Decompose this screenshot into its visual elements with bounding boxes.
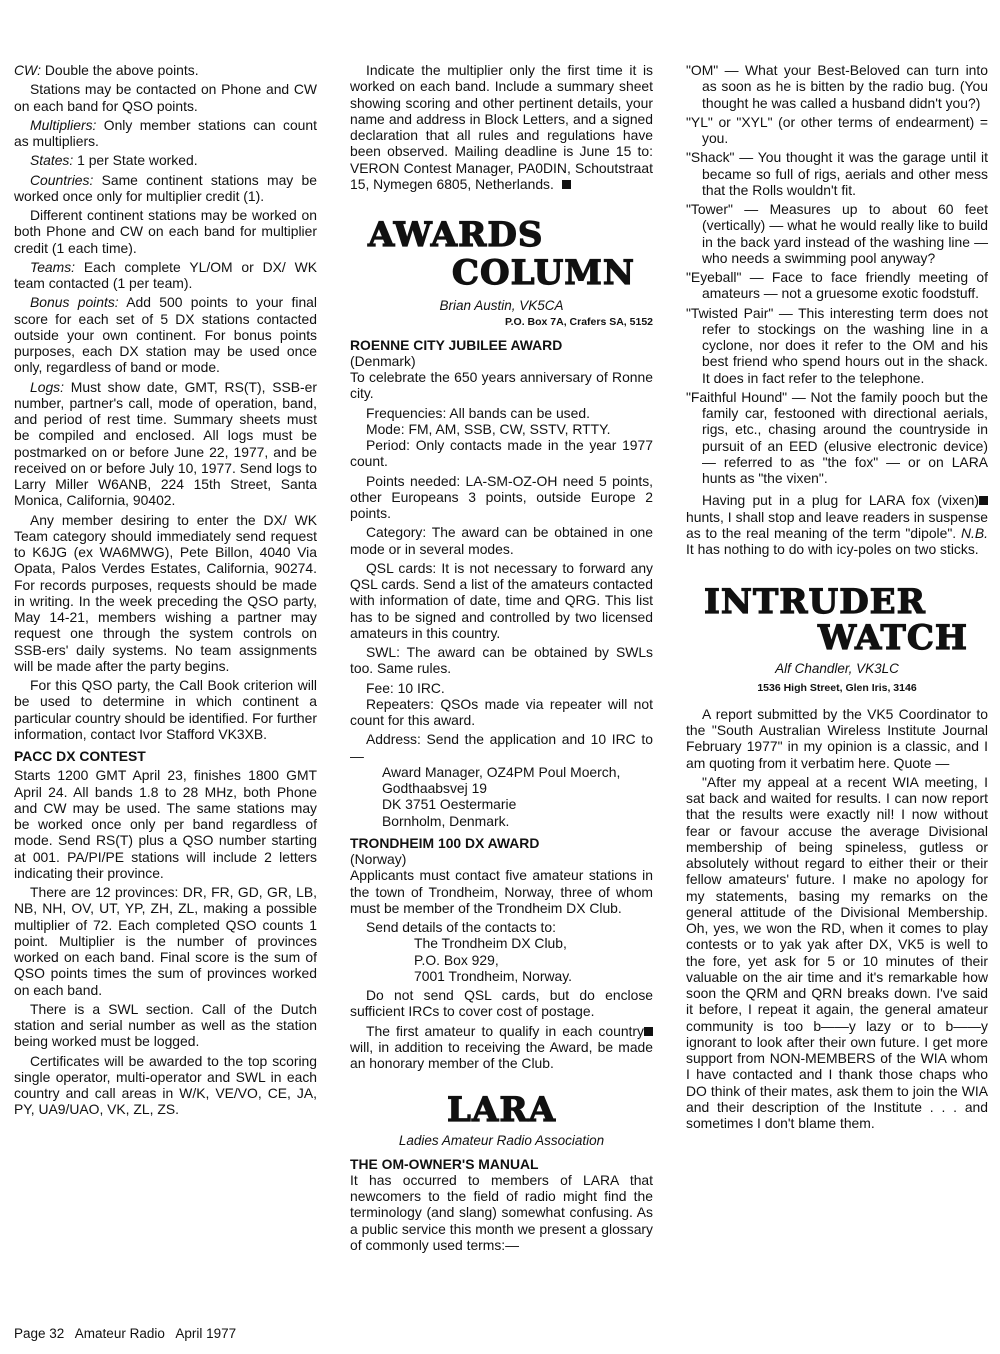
lara-header <box>350 1090 653 1149</box>
address-line: 7001 Trondheim, Norway. <box>414 967 573 984</box>
intruder-watch-header <box>686 582 988 696</box>
paragraph: Send details of the contacts to: <box>366 919 556 935</box>
bonus-text: Add 500 points to your final score for each set of 5 DX stations contacted outside your own continent. For bonus points purposes, each DX station may be used once only, regardless of band or mode. <box>14 294 317 376</box>
address-line: Award Manager, OZ4PM Poul Moerch, <box>382 763 621 780</box>
states-text: 1 per State worked. <box>73 152 198 169</box>
paragraph: Do not send QSL cards, but do enclose sufficient IRCs to cover cost of postage. <box>350 987 653 1020</box>
glossary-entry: "YL" or "XYL" (or other terms of endearment) = you. <box>686 113 988 146</box>
paragraph: "After my appeal at a recent WIA meeting, I sat back and waited for results. I can now report that the results were exactly nil! I now without fear or favour accuse the average Divisional membership of being spineless, gutless or absolutely without regard to either their or their fellow amateurs' future. I make no apology for my statements, basing my remarks on the general attitude of the Divisional Membership. Oh, yes, we won the RD, when it comes to play contests or to yak yak after DX, VK5 is well to the fore, yet ask for 5 or 10 minutes of their valuable on the air time and it's remarkable how soon the QRM and QRN breaks down. I've said it before, I repeat it again, the general amateur community is too b——y lazy or to b——y ignorant to look after their own future. I get more support from NON-MEMBERS of the WIA whom I have contacted and I thank those chaps who DO think of their mates, ask them to join the WIA and their description of the Institute . . . and sometimes I don't blame them. <box>686 773 988 1131</box>
roenne-heading: ROENNE CITY JUBILEE AWARD <box>350 336 563 353</box>
intruder-author: Alf Chandler, VK3LC <box>775 661 899 677</box>
address-line: The Trondheim DX Club, <box>414 935 567 952</box>
logs-label: Logs: <box>30 378 64 395</box>
address-line: Godthaabsvej 19 <box>382 780 488 796</box>
awards-title-2: COLUMN <box>451 253 635 293</box>
paragraph: It has occurred to members of LARA that newcomers to the field of radio might find the terminology (and slang) somewhat confusing. As a public service this month we present a glossary of commonly used terms:— <box>350 1171 653 1253</box>
trondheim-country: (Norway) <box>350 851 407 867</box>
paragraph: A report submitted by the VK5 Coordinator to the "South Australian Wireless Institute Journal February 1977" in my opinion is a classic, and I am quoting from it verbatim here. Quote — <box>686 705 988 771</box>
intruder-address: 1536 High Street, Glen Iris, 3146 <box>757 681 917 694</box>
end-mark <box>979 496 988 505</box>
bonus-label: Bonus points: <box>30 294 119 311</box>
paragraph: Starts 1200 GMT April 23, finishes 1800 GMT April 24. All bands 1.8 to 28 MHz, both Phone and CW may be used. The same stations may be worked once only per band regardless of mode. Send RS(T) plus a QSO number starting at 001. PA/PI/PE stations will include 2 letters indicating their province. <box>14 767 317 881</box>
awards-title: AWARDS <box>368 215 544 255</box>
closing-text-2: It has nothing to do with icy-poles on two sticks. <box>686 541 979 557</box>
teams-text: Each complete YL/OM or DX/ WK team contacted (1 per team). <box>14 258 317 291</box>
awards-column-header <box>350 215 653 331</box>
paragraph: There is a SWL section. Call of the Dutch station and serial number as well as the station being worked must be logged. <box>14 1000 317 1050</box>
multipliers-label: Multipliers: <box>30 116 97 133</box>
lara-subtitle: Ladies Amateur Radio Association <box>398 1133 605 1149</box>
address-line: Bornholm, Denmark. <box>382 812 510 829</box>
column-1 <box>14 62 317 1121</box>
address-line: DK 3751 Oestermarie <box>382 796 517 813</box>
glossary-entry: "Faithful Hound" — Not the family pooch but the family car, festooned with directional aerials, rigs, etc., chasing around the countryside in pursuit of an EED (elusive electronic device) — referred to as "the fox" — or on LARA hunts as "the vixen". <box>686 388 988 486</box>
trondheim-heading: TRONDHEIM 100 DX AWARD <box>350 834 540 851</box>
paragraph: Stations may be contacted on Phone and CW on each band for QSO points. <box>14 81 317 114</box>
awards-address: P.O. Box 7A, Crafers SA, 5152 <box>504 316 653 329</box>
glossary-entry: "Twisted Pair" — This interesting term does not refer to stockings on the washing line in a cyclone, nor does it refer to the OM and his best friend who spend hours out in the shack. It does in fact refer to the telephone. <box>686 304 988 386</box>
column-2 <box>350 62 653 1253</box>
nb-label: N.B. <box>960 524 988 541</box>
cw-label: CW: <box>14 62 42 78</box>
page-footer: Page 32 Amateur Radio April 1977 <box>14 1326 237 1341</box>
paragraph: There are 12 provinces: DR, FR, GD, GR, LB, NB, NH, OV, UT, YP, ZH, ZL, making a possible multiplier of 72. Each completed QSO counts 1 point. Multiplier is the number of provinces worked on each band. Final score is the sum of QSO points times the sum of provinces worked on each band. <box>14 884 317 998</box>
intruder-title: INTRUDER <box>704 582 926 623</box>
countries-text: Same continent stations may be worked once only for multiplier credit (1). <box>14 171 317 204</box>
paragraph: SWL: The award can be obtained by SWLs too. Same rules. <box>350 644 653 677</box>
glossary-entry: "OM" — What your Best-Beloved can turn into as soon as he is bitten by the radio bug. (You thought he was called a husband didn't you?) <box>686 62 988 111</box>
om-heading: THE OM-OWNER'S MANUAL <box>350 1155 539 1172</box>
glossary-entry: "Shack" — You thought it was the garage until it became so full of rigs, aerials and other mess that the Rolls wouldn't fit. <box>686 149 988 198</box>
lara-title: LARA <box>447 1090 556 1131</box>
states-label: States: <box>30 152 74 169</box>
glossary-entry: "Tower" — Measures up to about 60 feet (vertically) — what he would really like to build in the back yard instead of the washing line — who needs a swimming pool anyway? <box>686 201 988 266</box>
paragraph: Points needed: LA-SM-OZ-OH need 5 points, other Europeans 3 points, outside Europe 2 points. <box>350 472 653 521</box>
pacc-heading: PACC DX CONTEST <box>14 748 146 764</box>
paragraph: Period: Only contacts made in the year 1977 count. <box>350 437 653 470</box>
paragraph: Address: Send the application and 10 IRC to — <box>350 731 653 764</box>
paragraph: Different continent stations may be worked on both Phone and CW on each band for multiplier credit (1 each time). <box>14 207 317 256</box>
logs-text: Must show date, GMT, RS(T), SSB-er number, partner's call, mode of operation, band, and period of rest time. Summary sheets must be compiled and enclosed. All logs must be postmarked on or before June 22, 1977, and be received on or before July 10, 1977. Send logs to Larry Miller W6ANB, 224 15th Street, Santa Monica, California, 90402. <box>14 378 317 509</box>
paragraph: Mode: FM, AM, SSB, CW, SSTV, RTTY. <box>366 420 611 437</box>
glossary-entry: "Eyeball" — Face to face friendly meeting of amateurs — not a gruesome exotic foodstuff. <box>686 269 988 302</box>
teams-label: Teams: <box>30 258 76 275</box>
multipliers-text: Only member stations can count as multipliers. <box>14 116 317 149</box>
end-mark <box>644 1027 653 1036</box>
paragraph: For this QSO party, the Call Book criterion will be used to determine in which continent a particular country should be identified. For further information, contact Ivor Stafford VK3XB. <box>14 677 317 742</box>
paragraph: Fee: 10 IRC. <box>366 679 445 696</box>
column-3 <box>686 62 988 1131</box>
paragraph: To celebrate the 650 years anniversary of Ronne city. <box>350 369 653 402</box>
paragraph: Category: The award can be obtained in one mode or in several modes. <box>350 524 653 557</box>
awards-author: Brian Austin, VK5CA <box>439 298 564 313</box>
intruder-title-2: WATCH <box>817 618 968 659</box>
paragraph: QSL cards: It is not necessary to forward any QSL cards. Send a list of the amateurs contacted with information of date, time and QRG. This list has to be signed and controlled by two licensed amateurs in this country. <box>350 559 653 641</box>
end-mark <box>562 180 571 189</box>
paragraph: Applicants must contact five amateur stations in the town of Trondheim, Norway, three of whom must be member of the Trondheim DX Club. <box>350 867 653 916</box>
closing-text: Having put in a plug for LARA fox (vixen) hunts, I shall stop and leave readers in suspense as to the real meaning of the term "dipole". <box>686 492 988 541</box>
paragraph: Frequencies: All bands can be used. <box>366 404 590 421</box>
roenne-country: (Denmark) <box>350 352 416 369</box>
paragraph: Any member desiring to enter the DX/ WK Team category should immediately send request to K6JG (ex WA6MWG), Pete Billon, 4040 Via Opata, Palos Verdes Estates, California, 90274. For records purposes, requests should be made in writing. In the week preceding the QSO party, May 14-21, members wishing a partner may request one through the system controls on SSB-ers' daily systems. No team assignments will be made after the party begins. <box>14 511 317 674</box>
paragraph: Indicate the multiplier only the first time it is worked on each band. Include a summary sheet showing scoring and other pertinent details, your name and address in Block Letters, and a signed declaration that all rules and regulations have been observed. Mailing deadline is June 15 to: VERON Contest Manager, PA0DIN, Schoutstraat 15, Nymegen 6805, Netherlands. <box>350 62 653 192</box>
paragraph: Repeaters: QSOs made via repeater will not count for this award. <box>350 695 653 728</box>
cw-text: Double the above points. <box>41 62 199 78</box>
address-line: P.O. Box 929, <box>414 951 499 968</box>
paragraph: Certificates will be awarded to the top scoring single operator, multi-operator and SWL in each country and call areas in W/K, VE/VO, CE, JA, PY, UA9/UAO, VK, ZL, ZS. <box>14 1052 317 1118</box>
countries-label: Countries: <box>30 171 94 188</box>
paragraph: The first amateur to qualify in each country will, in addition to receiving the Award, be made an honorary member of the Club. <box>350 1022 653 1071</box>
